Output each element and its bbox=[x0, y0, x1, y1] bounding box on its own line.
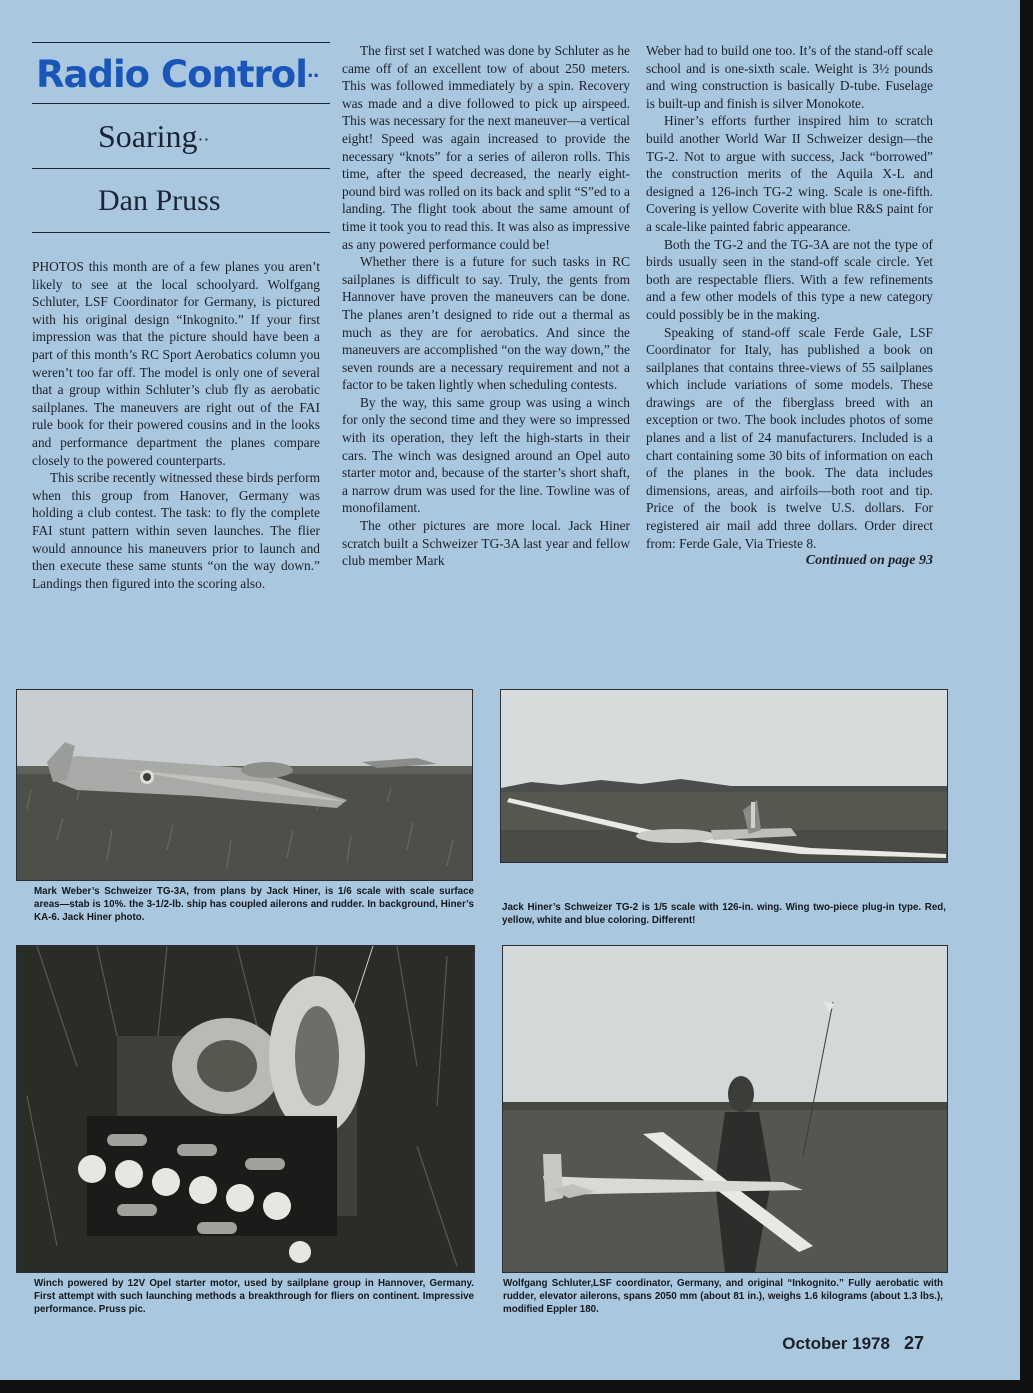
paragraph: Both the TG-2 and the TG-3A are not the type of birds usually seen in the stand-off scale circle. Yet both are respectable fliers. With a few refinements and a few other models of this type a new category could possibly be in the making. bbox=[646, 236, 933, 322]
section-title: Soaring·· bbox=[98, 118, 210, 154]
scan-border bbox=[0, 1380, 1033, 1393]
paragraph: Speaking of stand-off scale Ferde Gale, LSF Coordinator for Italy, has published a book on sailplanes that contains three-views of 55 sailplanes which include variations of some models. These drawings are of the fiberglass breed with an exception or two. The book includes photos of some planes and a list of 24 manufacturers. Included is a chart containing some 30 bits of information on each of the planes in the book. The data includes dimensions, areas, and airfoils—both root and tip. Price of the book is twelve U.S. dollars. For registered air mail add three dollars. Order direct from: Ferde Gale, Via Trieste 8. bbox=[646, 324, 933, 551]
caption-winch: Winch powered by 12V Opel starter motor, used by sailplane group in Hannover, Germany. First attempt with such launching methods a breakthrough for fliers on continent. Impressive performance. Pruss pic. bbox=[34, 1278, 474, 1315]
author-byline: Dan Pruss bbox=[98, 184, 221, 217]
photo-inkognito bbox=[502, 945, 948, 1273]
header-rule bbox=[32, 103, 330, 104]
header-rule bbox=[32, 232, 330, 233]
photo-winch bbox=[16, 945, 475, 1273]
paragraph: Whether there is a future for such tasks in RC sailplanes is difficult to say. Truly, the gents from Hannover have proven the maneuvers can be done. The planes aren’t designed to ride out a thermal as much as they are for aerobatics. And since the maneuvers are accomplished “on the way down,” the seven rounds are a necessary requirement and not a factor to be taken lightly when scheduling contests. bbox=[342, 254, 630, 393]
photo-tg2 bbox=[500, 689, 948, 863]
article-column-2 bbox=[342, 42, 630, 570]
photo-tg3a bbox=[16, 689, 473, 881]
paragraph: Weber had to build one too. It’s of the stand-off scale school and is one-sixth scale. Weight is 3½ pounds and wing construction is basically D-tube. Fuselage is built-up and finish is silver Monokote. bbox=[646, 43, 933, 111]
department-title: Radio Control·· bbox=[36, 53, 319, 96]
page-number: 27 bbox=[903, 1333, 924, 1353]
article-column-1 bbox=[32, 258, 320, 592]
issue-date: October 1978 bbox=[782, 1334, 890, 1353]
caption-tg2: Jack Hiner’s Schweizer TG-2 is 1/5 scale with 126-in. wing. Wing two-piece plug-in type. Red, yellow, white and blue coloring. Different! bbox=[502, 902, 946, 926]
paragraph: The other pictures are more local. Jack Hiner scratch built a Schweizer TG-3A last year and fellow club member Mark bbox=[342, 518, 630, 569]
paragraph: By the way, this same group was using a winch for only the second time and they were so impressed with its operation, they left the high-starts in their cars. The winch was designed around an Opel auto starter motor and, because of the starter’s short shaft, a narrow drum was used for the line. Towline was of monofilament. bbox=[342, 394, 630, 516]
paragraph: Hiner’s efforts further inspired him to scratch build another World War II Schweizer design—the TG-2. Not to argue with success, Jack “borrowed” the construction merits of the Aquila X-L and designed a 126-inch TG-2 wing. Scale is one-fifth. Covering is yellow Coverite with blue R&S paint for a scale-like painted fabric appearance. bbox=[646, 113, 933, 234]
caption-inkognito: Wolfgang Schluter,LSF coordinator, Germany, and original “Inkognito.” Fully aerobatic with rudder, elevator ailerons, spans 2050 mm (about 81 in.), weighs 1.6 kilograms (about 1.3 lbs.), modified Eppler 180. bbox=[503, 1278, 943, 1315]
paragraph: This scribe recently witnessed these birds perform when this group from Hanover, Germany was holding a club contest. The task: to fly the complete FAI stunt pattern within seven launches. The flier would announce his maneuvers prior to launch and then execute these same stunts “on the way down.” Landings then figured into the scoring also. bbox=[32, 470, 320, 591]
article-column-3 bbox=[646, 42, 933, 570]
header-rule bbox=[32, 168, 330, 169]
paragraph: The first set I watched was done by Schluter as he came off of an excellent tow of about 250 meters. This was followed immediately by a spin. Recovery was made and a dive followed to pick up airspeed. This was necessary for the next maneuver—a vertical eight! Speed was again increased to provide the necessary “knots” for a series of aileron rolls. This time, after the speed decreased, the nearly eight-pound bird was rolled on its back and split “S”ed to a landing. The flight took about the same amount of time it took you to read this. It was also as impressive as any powered performance could be! bbox=[342, 43, 630, 252]
caption-tg3a: Mark Weber’s Schweizer TG-3A, from plans by Jack Hiner, is 1/6 scale with scale surface areas—stab is 10%. the 3-1/2-lb. ship has coupled ailerons and rudder. In background, Hiner’s KA-6. Jack Hiner photo. bbox=[34, 886, 474, 923]
page-footer bbox=[782, 1333, 924, 1354]
scan-border bbox=[1020, 0, 1033, 1393]
header-rule bbox=[32, 42, 330, 43]
continued-note: Continued on page 93 bbox=[805, 553, 933, 569]
paragraph: PHOTOS this month are of a few planes you aren’t likely to see at the local schoolyard. Wolfgang Schluter, LSF Coordinator for Germany, is pictured with his original design “Inkognito.” If your first impression was that the picture should have been a part of this month’s RC Sport Aerobatics column you weren’t too far off. The model is only one of several that a group within Schluter’s club fly as aerobatic sailplanes. The maneuvers are right out of the FAI rule book for their powered cousins and in the looks and performance department the planes compare closely to the powered counterparts. bbox=[32, 259, 320, 468]
